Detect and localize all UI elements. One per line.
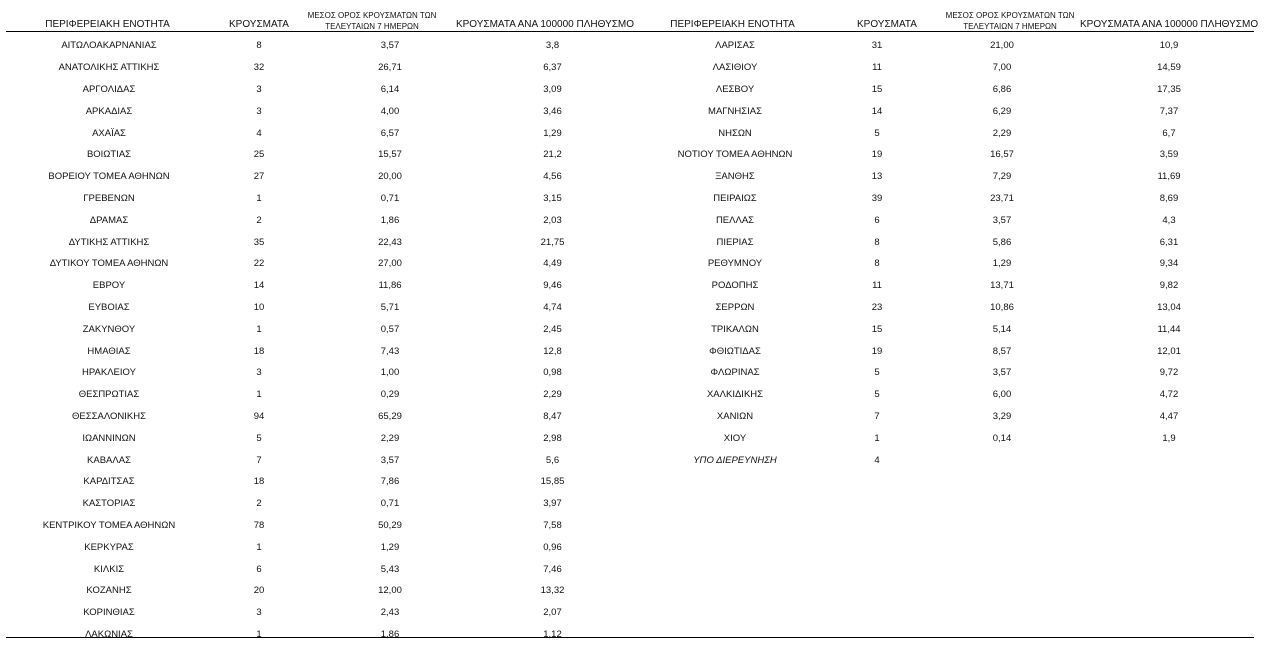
region-cell: ΒΟΡΕΙΟΥ ΤΟΜΕΑ ΑΘΗΝΩΝ [48,171,170,183]
avg7-cell: 65,29 [378,410,402,422]
region-cell: ΔΥΤΙΚΗΣ ΑΤΤΙΚΗΣ [68,236,150,248]
per100k-cell: 0,96 [543,541,562,553]
cases-cell: 19 [871,345,883,357]
cases-cell: 3 [256,83,262,95]
per100k-cell: 12,01 [1157,345,1181,357]
cases-cell: 5 [256,432,262,444]
per100k-cell: 21,2 [543,149,562,161]
table-row [20,297,645,319]
per100k-cell: 2,45 [543,323,562,335]
header-rule [6,31,1254,32]
region-cell: ΧΑΝΙΩΝ [716,410,754,422]
region-cell: ΣΕΡΡΩΝ [715,301,755,313]
per100k-cell: 2,03 [543,214,562,226]
per100k-cell: 3,97 [543,498,562,510]
cases-cell: 8 [256,40,262,52]
right-table-body [645,35,1263,471]
table-row [645,144,1263,166]
left-table-body [20,35,645,645]
avg7-cell: 5,43 [380,563,400,575]
per100k-cell: 3,15 [543,192,562,204]
region-cell: ΔΡΑΜΑΣ [89,214,129,226]
region-cell: ΚΕΝΤΡΙΚΟΥ ΤΟΜΕΑ ΑΘΗΝΩΝ [42,519,176,531]
table-row [20,602,645,624]
avg7-cell: 0,71 [380,498,400,510]
region-cell: ΑΡΓΟΛΙΔΑΣ [82,83,136,95]
table-row [645,209,1263,231]
region-cell: ΚΑΡΔΙΤΣΑΣ [83,476,135,488]
per100k-cell: 17,35 [1157,83,1181,95]
cases-cell: 1 [256,628,262,640]
table-row [645,166,1263,188]
region-cell: ΕΒΡΟΥ [92,280,126,292]
region-cell: ΡΕΘΥΜΝΟΥ [707,258,763,270]
cases-cell: 22 [253,258,265,270]
region-cell: ΝΟΤΙΟΥ ΤΟΜΕΑ ΑΘΗΝΩΝ [677,149,793,161]
cases-cell: 10 [253,301,265,313]
avg7-cell: 16,57 [990,149,1014,161]
cases-cell: 3 [256,105,262,117]
per100k-cell: 8,47 [543,410,562,422]
avg7-cell: 6,00 [992,389,1012,401]
table-row [20,580,645,602]
avg7-cell: 0,14 [992,432,1012,444]
avg7-cell: 3,57 [992,367,1012,379]
header-per100k-right: ΚΡΟΥΣΜΑΤΑ ΑΝΑ 100000 ΠΛΗΘΥΣΜΟ [1080,19,1259,30]
region-cell: ΑΝΑΤΟΛΙΚΗΣ ΑΤΤΙΚΗΣ [58,62,160,74]
header-cases-right: ΚΡΟΥΣΜΑΤΑ [857,19,917,30]
table-row [20,536,645,558]
left-table [20,35,645,645]
avg7-cell: 5,86 [992,236,1012,248]
avg7-cell: 7,00 [992,62,1012,74]
table-row [20,166,645,188]
header-avg7-right [935,10,1085,32]
region-cell: ΘΕΣΣΑΛΟΝΙΚΗΣ [72,410,146,422]
region-cell: ΦΘΙΩΤΙΔΑΣ [709,345,761,357]
cases-cell: 94 [253,410,265,422]
avg7-cell: 2,43 [380,607,400,619]
cases-cell: 27 [253,171,265,183]
per100k-cell: 3,59 [1159,149,1179,161]
table-row [20,624,645,646]
table-row [645,100,1263,122]
table-row [20,188,645,210]
avg7-cell: 20,00 [378,171,402,183]
cases-cell: 7 [256,454,262,466]
region-cell: ΤΡΙΚΑΛΩΝ [711,323,759,335]
per100k-cell: 4,74 [543,301,562,313]
avg7-cell: 7,86 [380,476,400,488]
cases-cell: 6 [874,214,880,226]
per100k-cell: 8,69 [1159,192,1179,204]
table-row [645,275,1263,297]
per100k-cell: 4,49 [543,258,562,270]
table-row [20,231,645,253]
header-region-left: ΠΕΡΙΦΕΡΕΙΑΚΗ ΕΝΟΤΗΤΑ [45,19,170,30]
table-row [20,558,645,580]
table-row [645,449,1263,471]
avg7-cell: 11,86 [378,280,402,292]
cases-cell: 15 [871,83,883,95]
header-avg7-right-line2: ΤΕΛΕΥΤΑΙΩΝ 7 ΗΜΕΡΩΝ [963,22,1057,31]
per100k-cell: 13,32 [540,585,565,597]
header-per100k-left: ΚΡΟΥΣΜΑΤΑ ΑΝΑ 100000 ΠΛΗΘΥΣΜΟ [455,19,635,30]
region-cell: ΘΕΣΠΡΩΤΙΑΣ [78,389,140,401]
table-row [20,340,645,362]
region-cell: ΑΧΑΪΑΣ [92,127,126,139]
cases-cell: 25 [253,149,265,161]
avg7-cell: 3,29 [992,410,1012,422]
region-cell: ΕΥΒΟΙΑΣ [88,301,130,313]
per100k-cell: 1,12 [543,628,562,640]
avg7-cell: 6,57 [380,127,400,139]
table-row [645,362,1263,384]
avg7-cell: 5,14 [992,323,1012,335]
table-row [645,79,1263,101]
table-row [645,427,1263,449]
region-cell: ΠΙΕΡΙΑΣ [716,236,754,248]
cases-cell: 11 [872,280,882,292]
cases-cell: 1 [874,432,880,444]
per100k-cell: 15,85 [540,476,565,488]
per100k-cell: 21,75 [540,236,565,248]
cases-cell: 11 [872,62,882,74]
table-row [20,449,645,471]
table-row [645,35,1263,57]
avg7-cell: 27,00 [378,258,402,270]
table-row [20,493,645,515]
table-row [20,57,645,79]
avg7-cell: 8,57 [992,345,1012,357]
header-avg7-left-line1: ΜΕΣΟΣ ΟΡΟΣ ΚΡΟΥΣΜΑΤΩΝ ΤΩΝ [307,11,437,20]
avg7-cell: 5,71 [380,301,400,313]
per100k-cell: 2,98 [543,432,562,444]
region-cell: ΛΑΣΙΘΙΟΥ [712,62,758,74]
table-row [20,253,645,275]
per100k-cell: 3,46 [543,105,562,117]
per100k-cell: 7,46 [543,563,562,575]
cases-cell: 3 [256,607,262,619]
per100k-cell: 6,7 [1162,127,1176,139]
cases-cell: 7 [874,410,880,422]
table-row [20,275,645,297]
per100k-cell: 10,9 [1159,40,1179,52]
cases-cell: 39 [871,192,883,204]
per100k-cell: 2,29 [543,389,562,401]
header-avg7-right-line1: ΜΕΣΟΣ ΟΡΟΣ ΚΡΟΥΣΜΑΤΩΝ ΤΩΝ [945,11,1075,20]
cases-cell: 23 [871,301,883,313]
cases-cell: 8 [874,258,880,270]
per100k-cell: 7,37 [1159,105,1179,117]
per100k-cell: 0,98 [543,367,562,379]
region-cell: ΚΟΖΑΝΗΣ [86,585,132,597]
avg7-cell: 23,71 [990,192,1014,204]
per100k-cell: 4,56 [543,171,562,183]
table-row [645,318,1263,340]
cases-cell: 1 [256,389,262,401]
avg7-cell: 21,00 [990,40,1014,52]
per100k-cell: 6,31 [1159,236,1179,248]
avg7-cell: 6,86 [992,83,1012,95]
per100k-cell: 9,46 [543,280,562,292]
avg7-cell: 1,29 [992,258,1012,270]
region-cell: ΛΑΡΙΣΑΣ [715,40,755,52]
region-cell: ΑΡΚΑΔΙΑΣ [85,105,133,117]
region-cell: ΔΥΤΙΚΟΥ ΤΟΜΕΑ ΑΘΗΝΩΝ [49,258,169,270]
per100k-cell: 13,04 [1157,301,1181,313]
per100k-cell: 12,8 [543,345,562,357]
avg7-cell: 26,71 [378,62,402,74]
region-cell: ΚΟΡΙΝΘΙΑΣ [83,607,135,619]
region-cell: ΦΛΩΡΙΝΑΣ [710,367,760,379]
header-avg7-left [302,10,442,32]
per100k-cell: 14,59 [1157,62,1181,74]
avg7-cell: 0,57 [380,323,400,335]
table-row [20,406,645,428]
region-cell: ΠΕΛΛΑΣ [715,214,755,226]
cases-cell: 8 [874,236,880,248]
avg7-cell: 7,43 [380,345,400,357]
cases-cell: 4 [874,454,880,466]
cases-cell: 5 [874,367,880,379]
table-row [20,79,645,101]
table-row [20,427,645,449]
avg7-cell: 4,00 [380,105,400,117]
table-row [645,340,1263,362]
cases-cell: 1 [256,192,262,204]
per100k-cell: 3,09 [543,83,562,95]
right-table [645,35,1263,471]
cases-cell: 6 [256,563,262,575]
region-cell: ΥΠΟ ΔΙΕΡΕΥΝΗΣΗ [693,454,777,466]
avg7-cell: 22,43 [378,236,402,248]
avg7-cell: 0,29 [380,389,400,401]
table-row [20,515,645,537]
cases-cell: 2 [256,498,262,510]
avg7-cell: 6,14 [380,83,400,95]
header-cases-left: ΚΡΟΥΣΜΑΤΑ [229,19,289,30]
per100k-cell: 1,29 [543,127,562,139]
cases-cell: 35 [253,236,265,248]
avg7-cell: 1,86 [380,214,400,226]
table-row [645,253,1263,275]
region-cell: ΧΙΟΥ [723,432,747,444]
region-cell: ΚΕΡΚΥΡΑΣ [84,541,134,553]
avg7-cell: 1,29 [380,541,400,553]
table-row [645,231,1263,253]
region-cell: ΚΙΛΚΙΣ [93,563,125,575]
region-cell: ΞΑΝΘΗΣ [715,171,755,183]
avg7-cell: 0,71 [380,192,400,204]
table-row [20,471,645,493]
region-cell: ΧΑΛΚΙΔΙΚΗΣ [706,389,764,401]
per100k-cell: 6,37 [543,62,562,74]
per100k-cell: 1,9 [1162,432,1176,444]
avg7-cell: 15,57 [378,149,402,161]
table-row [20,122,645,144]
avg7-cell: 12,00 [378,585,402,597]
cases-cell: 1 [256,541,262,553]
region-cell: ΚΑΒΑΛΑΣ [87,454,131,466]
header-avg7-left-line2: ΤΕΛΕΥΤΑΙΩΝ 7 ΗΜΕΡΩΝ [325,22,419,31]
table-row [645,297,1263,319]
cases-cell: 32 [253,62,265,74]
region-cell: ΗΜΑΘΙΑΣ [87,345,131,357]
table-row [20,35,645,57]
per100k-cell: 9,72 [1159,367,1179,379]
header-region-right: ΠΕΡΙΦΕΡΕΙΑΚΗ ΕΝΟΤΗΤΑ [670,19,795,30]
cases-cell: 14 [253,280,265,292]
cases-cell: 20 [253,585,265,597]
avg7-cell: 10,86 [990,301,1014,313]
per100k-cell: 2,07 [543,607,562,619]
table-row [20,209,645,231]
per100k-cell: 3,8 [545,40,560,52]
avg7-cell: 1,86 [380,628,400,640]
region-cell: ΡΟΔΟΠΗΣ [711,280,759,292]
cases-cell: 15 [871,323,883,335]
avg7-cell: 2,29 [992,127,1012,139]
avg7-cell: 7,29 [992,171,1012,183]
cases-cell: 13 [871,171,883,183]
per100k-cell: 11,44 [1157,323,1181,335]
table-row [645,188,1263,210]
region-cell: ΑΙΤΩΛΟΑΚΑΡΝΑΝΙΑΣ [61,40,157,52]
per100k-cell [1075,449,1263,471]
cases-cell: 1 [256,323,262,335]
cases-cell: 5 [874,389,880,401]
cases-cell: 14 [871,105,883,117]
cases-cell: 19 [871,149,883,161]
per100k-cell: 5,6 [545,454,560,466]
cases-cell: 2 [256,214,262,226]
cases-cell: 18 [253,345,265,357]
region-cell: ΙΩΑΝΝΙΝΩΝ [82,432,136,444]
table-row [645,384,1263,406]
region-cell: ΗΡΑΚΛΕΙΟΥ [82,367,136,379]
per100k-cell: 7,58 [543,519,562,531]
region-cell: ΚΑΣΤΟΡΙΑΣ [82,498,136,510]
table-row [645,57,1263,79]
per100k-cell: 9,82 [1159,280,1179,292]
per100k-cell: 4,72 [1159,389,1179,401]
cases-cell: 78 [253,519,265,531]
region-cell: ΓΡΕΒΕΝΩΝ [83,192,135,204]
region-cell: ΠΕΙΡΑΙΩΣ [713,192,757,204]
avg7-cell [929,449,1075,471]
avg7-cell: 1,00 [380,367,400,379]
table-row [20,384,645,406]
table-row [20,144,645,166]
per100k-cell: 4,3 [1162,214,1176,226]
table-row [20,318,645,340]
avg7-cell: 13,71 [990,280,1014,292]
cases-cell: 5 [874,127,880,139]
avg7-cell: 3,57 [380,40,400,52]
table-row [645,406,1263,428]
region-cell: ΜΑΓΝΗΣΙΑΣ [708,105,762,117]
per100k-cell: 9,34 [1159,258,1179,270]
region-cell: ΛΑΚΩΝΙΑΣ [85,628,133,640]
cases-cell: 31 [871,40,883,52]
table-row [20,362,645,384]
avg7-cell: 6,29 [992,105,1012,117]
cases-cell: 4 [256,127,262,139]
avg7-cell: 2,29 [380,432,400,444]
avg7-cell: 3,57 [380,454,400,466]
per100k-cell: 11,69 [1157,171,1181,183]
table-row [20,100,645,122]
cases-cell: 18 [253,476,265,488]
region-cell: ΒΟΙΩΤΙΑΣ [86,149,132,161]
avg7-cell: 50,29 [378,519,402,531]
region-cell: ΖΑΚΥΝΘΟΥ [82,323,136,335]
region-cell: ΝΗΣΩΝ [718,127,752,139]
region-cell: ΛΕΣΒΟΥ [715,83,755,95]
table-row [645,122,1263,144]
per100k-cell: 4,47 [1159,410,1179,422]
avg7-cell: 3,57 [992,214,1012,226]
cases-cell: 3 [256,367,262,379]
